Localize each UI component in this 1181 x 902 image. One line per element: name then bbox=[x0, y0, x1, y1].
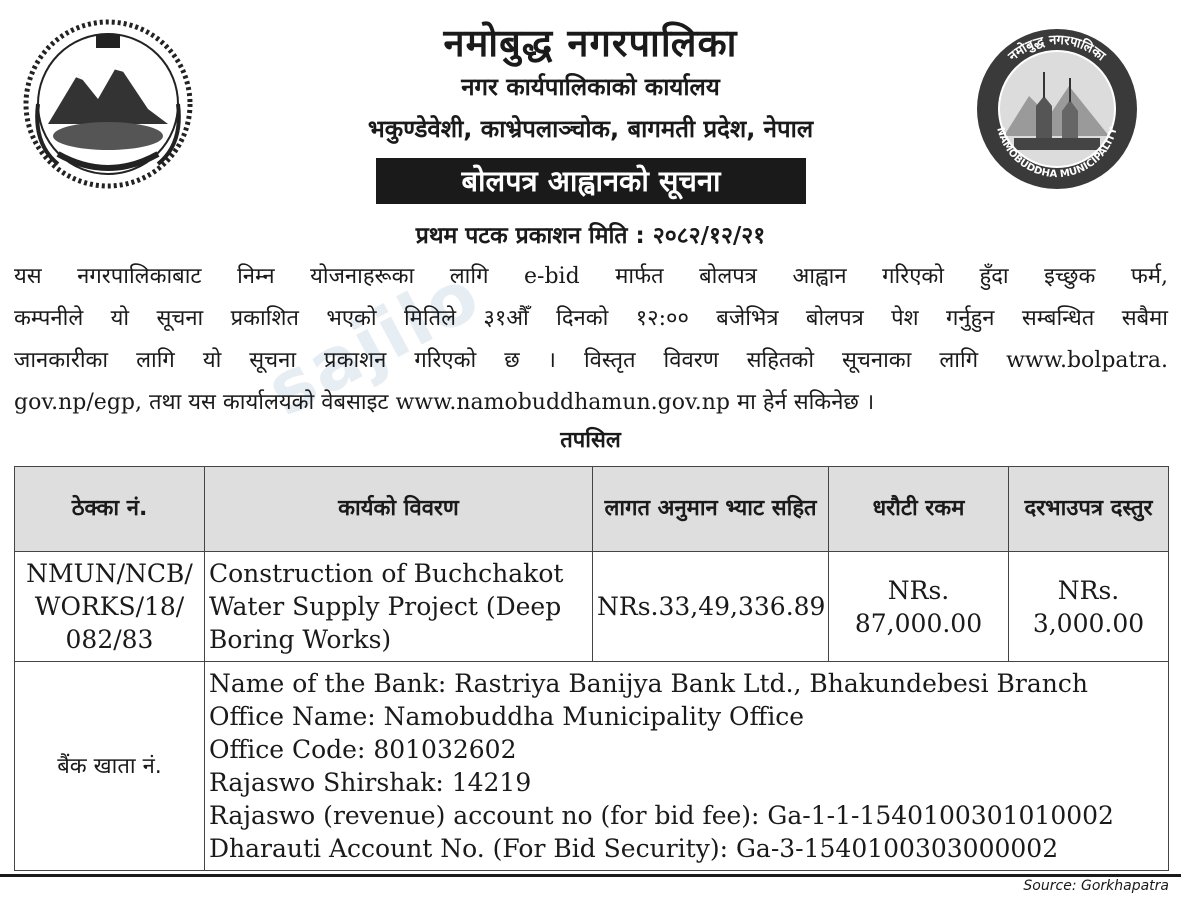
header-cost-estimate: लागत अनुमान भ्याट सहित bbox=[593, 467, 829, 552]
cell-fee: NRs. 3,000.00 bbox=[1009, 552, 1169, 662]
logo-text-top: नमोबुद्ध नगरपालिका bbox=[1005, 32, 1108, 65]
bank-line: Rajaswo Shirshak: 14219 bbox=[209, 768, 532, 797]
bank-details bbox=[205, 662, 1169, 871]
bank-row bbox=[15, 662, 1169, 871]
office-name: नगर कार्यपालिकाको कार्यालय bbox=[461, 73, 720, 101]
bottom-rule bbox=[0, 874, 1181, 877]
header-deposit: धरौटी रकम bbox=[829, 467, 1009, 552]
bank-label: बैंक खाता नं. bbox=[15, 662, 205, 871]
cell-description: Construction of Buchchakot Water Supply Project (Deep Boring Works) bbox=[205, 552, 593, 662]
municipality-title: नमोबुद्ध नगरपालिका bbox=[443, 21, 738, 65]
details-heading: तपसिल bbox=[560, 428, 621, 453]
cell-deposit: NRs. 87,000.00 bbox=[829, 552, 1009, 662]
logo-text-bottom: NAMOBUDDHA MUNICIPALITY bbox=[994, 126, 1120, 181]
cell-cost: NRs.33,49,336.89 bbox=[593, 552, 829, 662]
publication-date: प्रथम पटक प्रकाशन मिति : २०८२/१२/२१ bbox=[415, 223, 766, 249]
bank-line: Office Name: Namobuddha Municipality Office bbox=[209, 702, 805, 731]
notice-body bbox=[14, 256, 1168, 424]
header-contract-no: ठेक्का नं. bbox=[15, 467, 205, 552]
watermark: sajilo bbox=[253, 251, 494, 433]
body-line: यस नगरपालिकाबाट निम्न योजनाहरूका लागि e-bid मार्फत बोलपत्र आह्वान गरिएको हुँदा इच्छुक फर्म, bbox=[14, 264, 1168, 289]
body-line: जानकारीका लागि यो सूचना प्रकाशन गरिएको छ । विस्तृत विवरण सहितको सूचनाका लागि www.bolpatra. bbox=[14, 348, 1168, 373]
header-description: कार्यको विवरण bbox=[205, 467, 593, 552]
tender-table bbox=[14, 466, 1169, 871]
source-credit: Source: Gorkhapatra bbox=[1023, 878, 1169, 894]
bank-line: Office Code: 801032602 bbox=[209, 735, 517, 764]
table-row bbox=[15, 552, 1169, 662]
bank-line: Rajaswo (revenue) account no (for bid fee): Ga-1-1-1540100301010002 bbox=[209, 801, 1114, 830]
body-line: gov.np/egp, तथा यस कार्यालयको वेबसाइट www.namobuddhamun.gov.np मा हेर्न सकिनेछ । bbox=[14, 390, 875, 415]
header-fee: दरभाउपत्र दस्तुर bbox=[1009, 467, 1169, 552]
bank-line: Name of the Bank: Rastriya Banijya Bank Ltd., Bhakundebesi Branch bbox=[209, 669, 1088, 698]
cell-contract-no: NMUN/NCB/ WORKS/18/ 082/83 bbox=[15, 552, 205, 662]
table-header-row bbox=[15, 467, 1169, 552]
body-line: कम्पनीले यो सूचना प्रकाशित भएको मितिले ३१औँ दिनको १२:०० बजेभित्र बोलपत्र पेश गर्नुहुन सम्बन्धित सबैमा bbox=[14, 306, 1168, 331]
notice-title: बोलपत्र आह्वानको सूचना bbox=[376, 158, 806, 204]
office-address: भकुण्डेवेशी, काभ्रेपलाञ्चोक, बागमती प्रदेश, नेपाल bbox=[367, 115, 814, 143]
bank-line: Dharauti Account No. (For Bid Security): Ga-3-1540100303000002 bbox=[209, 834, 1059, 863]
